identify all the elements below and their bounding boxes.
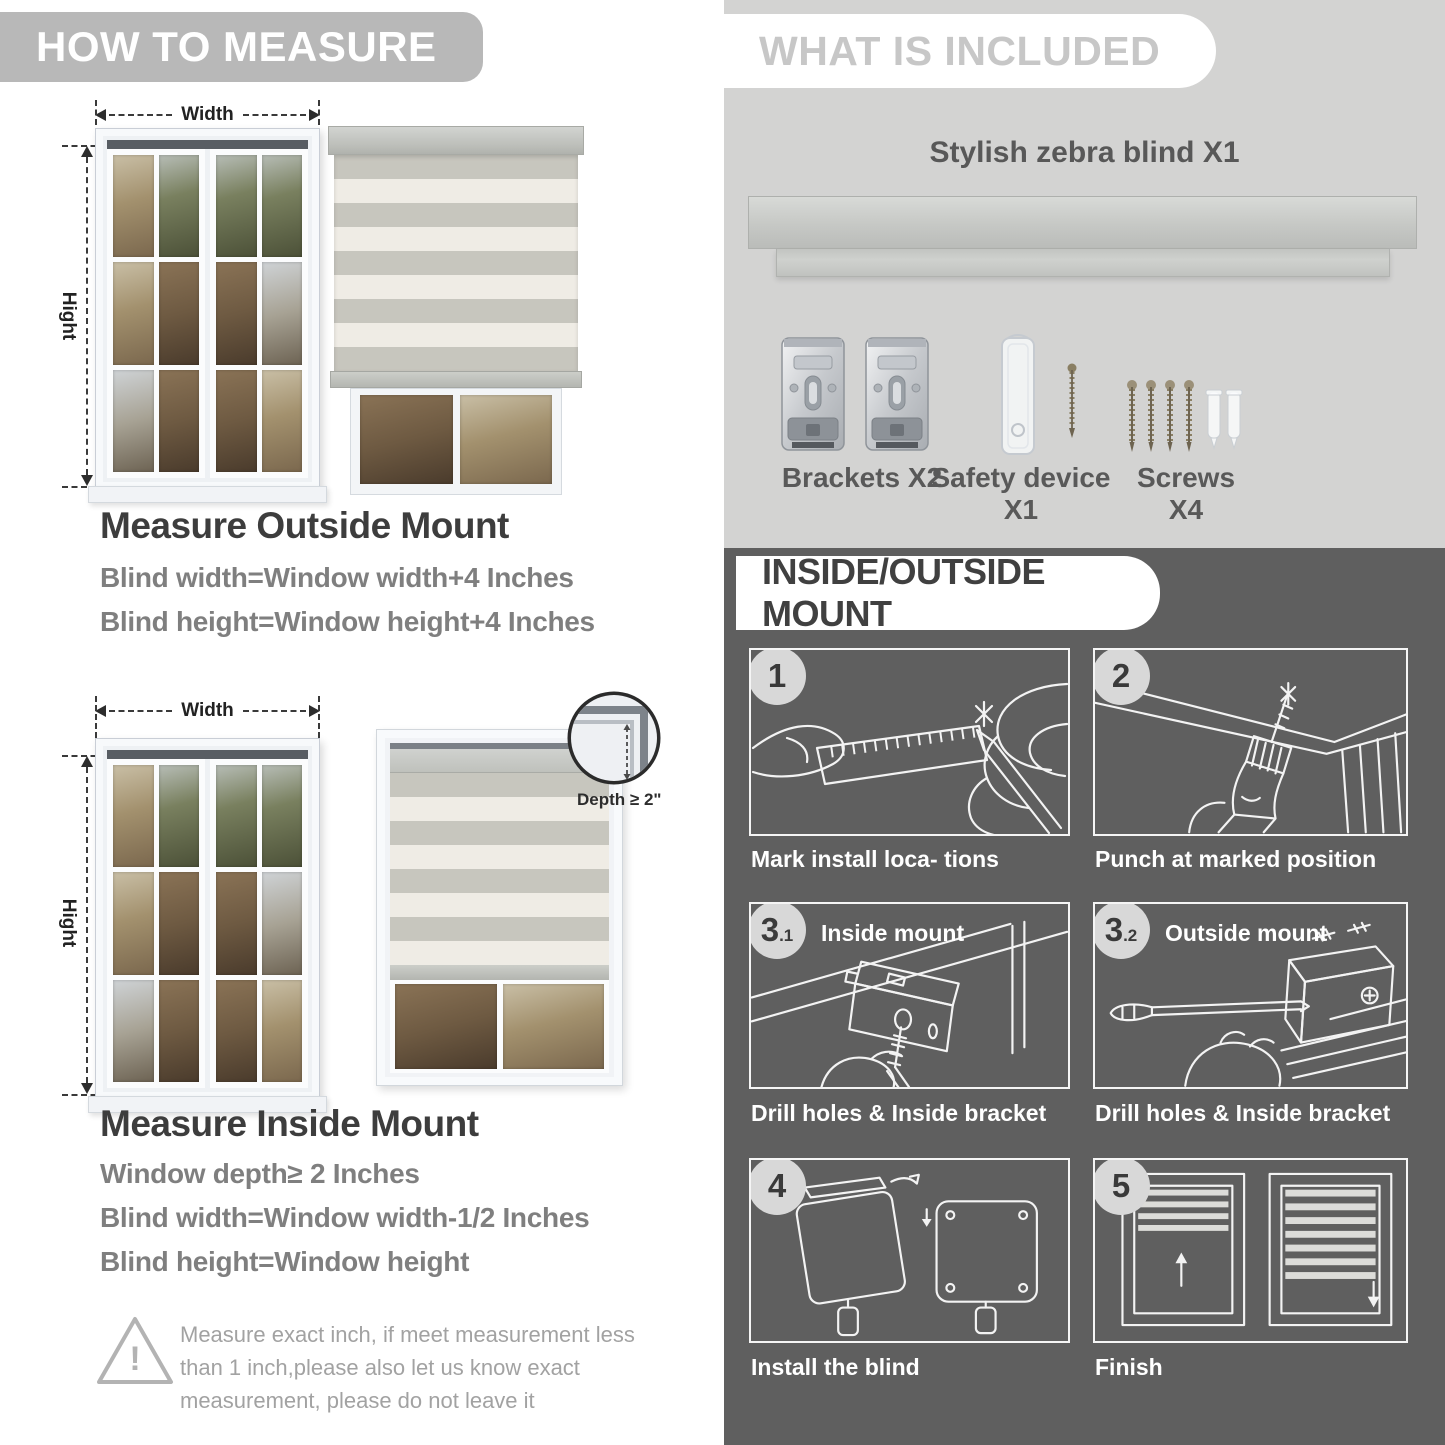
- arrow-up-icon: [81, 756, 93, 767]
- screws-label: Screws X4: [1136, 462, 1236, 525]
- window-pane: [216, 765, 257, 867]
- window-pane: [216, 980, 257, 1082]
- window-pane: [113, 765, 154, 867]
- window-pane: [159, 765, 200, 867]
- safety-device-image: [994, 334, 1104, 458]
- blind-bottom-rail: [390, 965, 609, 980]
- step1-badge: 1: [749, 648, 806, 705]
- width-label: Width: [181, 700, 234, 721]
- tick: [95, 696, 97, 738]
- step3-1-badge: 3 .1: [749, 902, 806, 959]
- brackets-image: [780, 336, 930, 454]
- wall-anchors: [1206, 390, 1242, 448]
- outside-mount-heading: Measure Outside Mount: [100, 505, 509, 546]
- warning-exclamation: !: [129, 1340, 141, 1378]
- window-pane: [216, 872, 257, 974]
- step3-1-caption: Drill holes & Inside bracket: [751, 1100, 1047, 1126]
- window-pane: [159, 872, 200, 974]
- brackets-label: Brackets X2: [781, 462, 943, 493]
- window-sash: [107, 759, 205, 1088]
- window-pane: [262, 765, 303, 867]
- bracket-icon: [780, 336, 846, 454]
- what-is-included-title: WHAT IS INCLUDED: [759, 27, 1161, 74]
- mount-banner: [736, 551, 1160, 634]
- step5-panel: [1093, 1158, 1408, 1343]
- blind-headrail-image: [748, 196, 1417, 249]
- mount-title: INSIDE/OUTSIDE MOUNT: [762, 551, 1046, 634]
- tick: [318, 696, 320, 738]
- window-photo: [95, 738, 320, 1100]
- depth-magnifier: [564, 688, 664, 788]
- window-sash: [205, 759, 308, 1088]
- warning-text: Measure exact inch, if meet measurement less than 1 inch,please also let us know exact measurement, please do not leave it: [180, 1322, 635, 1413]
- window-pane: [395, 984, 497, 1069]
- inside-mount-diagram: [0, 0, 710, 1110]
- step2-caption: Punch at marked position: [1095, 846, 1377, 872]
- blind-headrail-lip: [776, 249, 1390, 277]
- step3-2-badge: 3 .2: [1093, 902, 1150, 959]
- step5-badge: 5: [1093, 1158, 1150, 1215]
- step3-1-panel: [749, 902, 1070, 1089]
- step1-caption: Mark install loca- tions: [751, 846, 999, 872]
- step3-2-panel: [1093, 902, 1408, 1089]
- step2-badge: 2: [1093, 648, 1150, 705]
- height-arrow: [80, 756, 94, 1094]
- step2-panel: [1093, 648, 1408, 836]
- step3-1-title: Inside mount: [821, 920, 965, 946]
- outside-formula-width: Blind width=Window width+4 Inches: [100, 562, 574, 593]
- step4-badge: 4: [749, 1158, 806, 1215]
- warning-triangle-icon: [92, 1312, 178, 1392]
- inside-formula-width: Blind width=Window width-1/2 Inches: [100, 1202, 590, 1233]
- inside-mount-heading: Measure Inside Mount: [100, 1103, 479, 1144]
- height-label: Hight: [58, 291, 79, 341]
- window-pane: [113, 980, 154, 1082]
- arrow-down-icon: [81, 1083, 93, 1094]
- outside-formula-height: Blind height=Window height+4 Inches: [100, 606, 595, 637]
- window-below-blind: [390, 980, 609, 1073]
- what-is-included-banner: [724, 14, 1216, 88]
- window-pane: [113, 872, 154, 974]
- how-to-measure-title: HOW TO MEASURE: [36, 23, 437, 70]
- window-pane: [262, 980, 303, 1082]
- blind-title: Stylish zebra blind X1: [929, 136, 1240, 169]
- window-pane: [159, 980, 200, 1082]
- step4-panel: [749, 1158, 1070, 1343]
- bracket-icon: [864, 336, 930, 454]
- window-headrail: [107, 750, 308, 759]
- mount-instructions-panel: [724, 548, 1445, 1445]
- height-label: Hight: [58, 898, 79, 948]
- width-label: Width: [181, 104, 234, 125]
- step3-2-caption: Drill holes & Inside bracket: [1095, 1100, 1391, 1126]
- inside-formula-height: Blind height=Window height: [100, 1246, 470, 1277]
- window-pane: [503, 984, 605, 1069]
- safety-device-label: Safety device X1: [931, 462, 1111, 525]
- inside-formula-depth: Window depth≥ 2 Inches: [100, 1158, 420, 1189]
- window-pane: [262, 872, 303, 974]
- what-is-included-panel: [724, 0, 1445, 548]
- step1-panel: [749, 648, 1070, 836]
- width-arrow: [95, 700, 320, 721]
- step3-2-title: Outside mount: [1165, 920, 1328, 946]
- screws-image: [1122, 378, 1252, 460]
- depth-label: Depth ≥ 2": [577, 790, 662, 809]
- step5-caption: Finish: [1095, 1354, 1163, 1380]
- step4-caption: Install the blind: [751, 1354, 920, 1380]
